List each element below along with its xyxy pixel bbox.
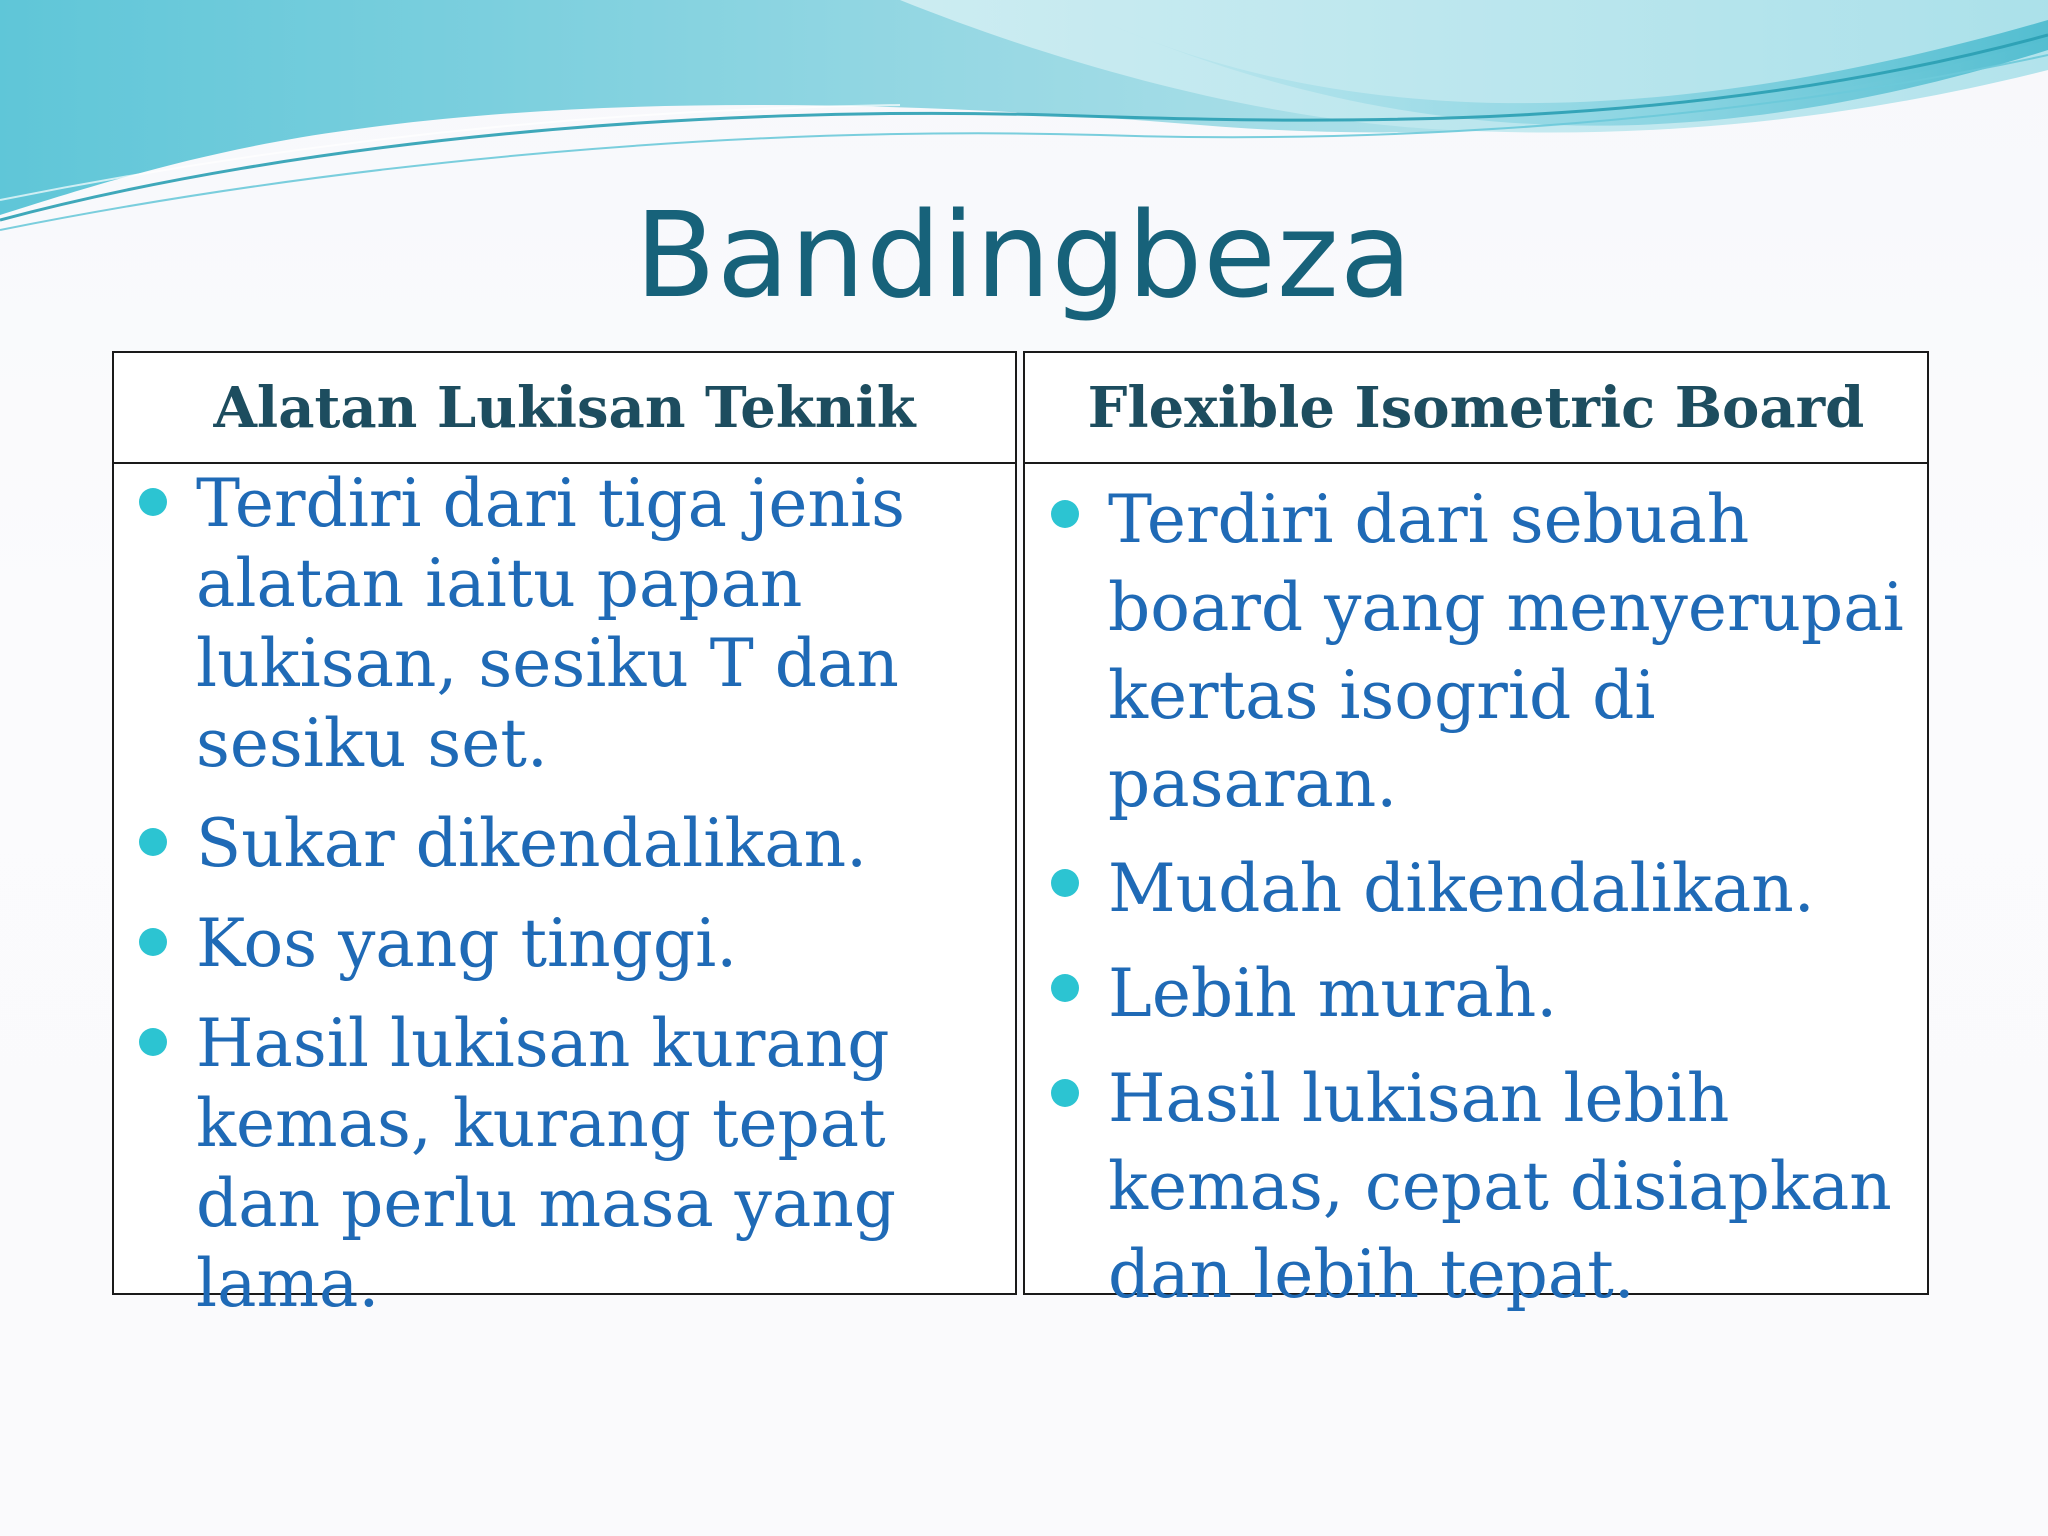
bullet-icon <box>139 488 167 516</box>
bullet-text: Terdiri dari sebuah board yang menyerupai kertas isogrid di pasaran. <box>1108 481 1904 822</box>
list-item <box>1108 950 1928 1038</box>
bullet-icon <box>1051 974 1079 1002</box>
list-item <box>196 1004 1016 1324</box>
list-item <box>196 904 1016 984</box>
bullet-icon <box>139 928 167 956</box>
bullet-text: Sukar dikendalikan. <box>196 805 868 882</box>
bullet-list-left <box>196 464 1016 1344</box>
bullet-icon <box>1051 869 1079 897</box>
bullet-text: Mudah dikendalikan. <box>1108 850 1815 927</box>
bullet-icon <box>139 1028 167 1056</box>
bullet-text: Lebih murah. <box>1108 955 1558 1032</box>
list-item <box>1108 1055 1928 1319</box>
bullet-list-right <box>1108 476 1928 1336</box>
list-item <box>196 464 1016 784</box>
column-header-right: Flexible Isometric Board <box>1023 351 1929 464</box>
bullet-text: Kos yang tinggi. <box>196 905 738 982</box>
comparison-column-right <box>1023 351 1929 1313</box>
bullet-text: Hasil lukisan kurang kemas, kurang tepat dan perlu masa yang lama. <box>196 1005 897 1322</box>
list-item <box>1108 845 1928 933</box>
list-item <box>1108 476 1928 828</box>
column-header-left: Alatan Lukisan Teknik <box>112 351 1017 464</box>
column-body-left <box>112 462 1017 1322</box>
bullet-text: Terdiri dari tiga jenis alatan iaitu papan lukisan, sesiku T dan sesiku set. <box>196 465 905 782</box>
list-item <box>196 804 1016 884</box>
column-body-right <box>1023 462 1929 1313</box>
bullet-text: Hasil lukisan lebih kemas, cepat disiapkan dan lebih tepat. <box>1108 1060 1892 1313</box>
bullet-icon <box>1051 500 1079 528</box>
comparison-column-left <box>112 351 1017 1322</box>
slide-title: Bandingbeza <box>634 186 1414 324</box>
bullet-icon <box>139 828 167 856</box>
bullet-icon <box>1051 1079 1079 1107</box>
